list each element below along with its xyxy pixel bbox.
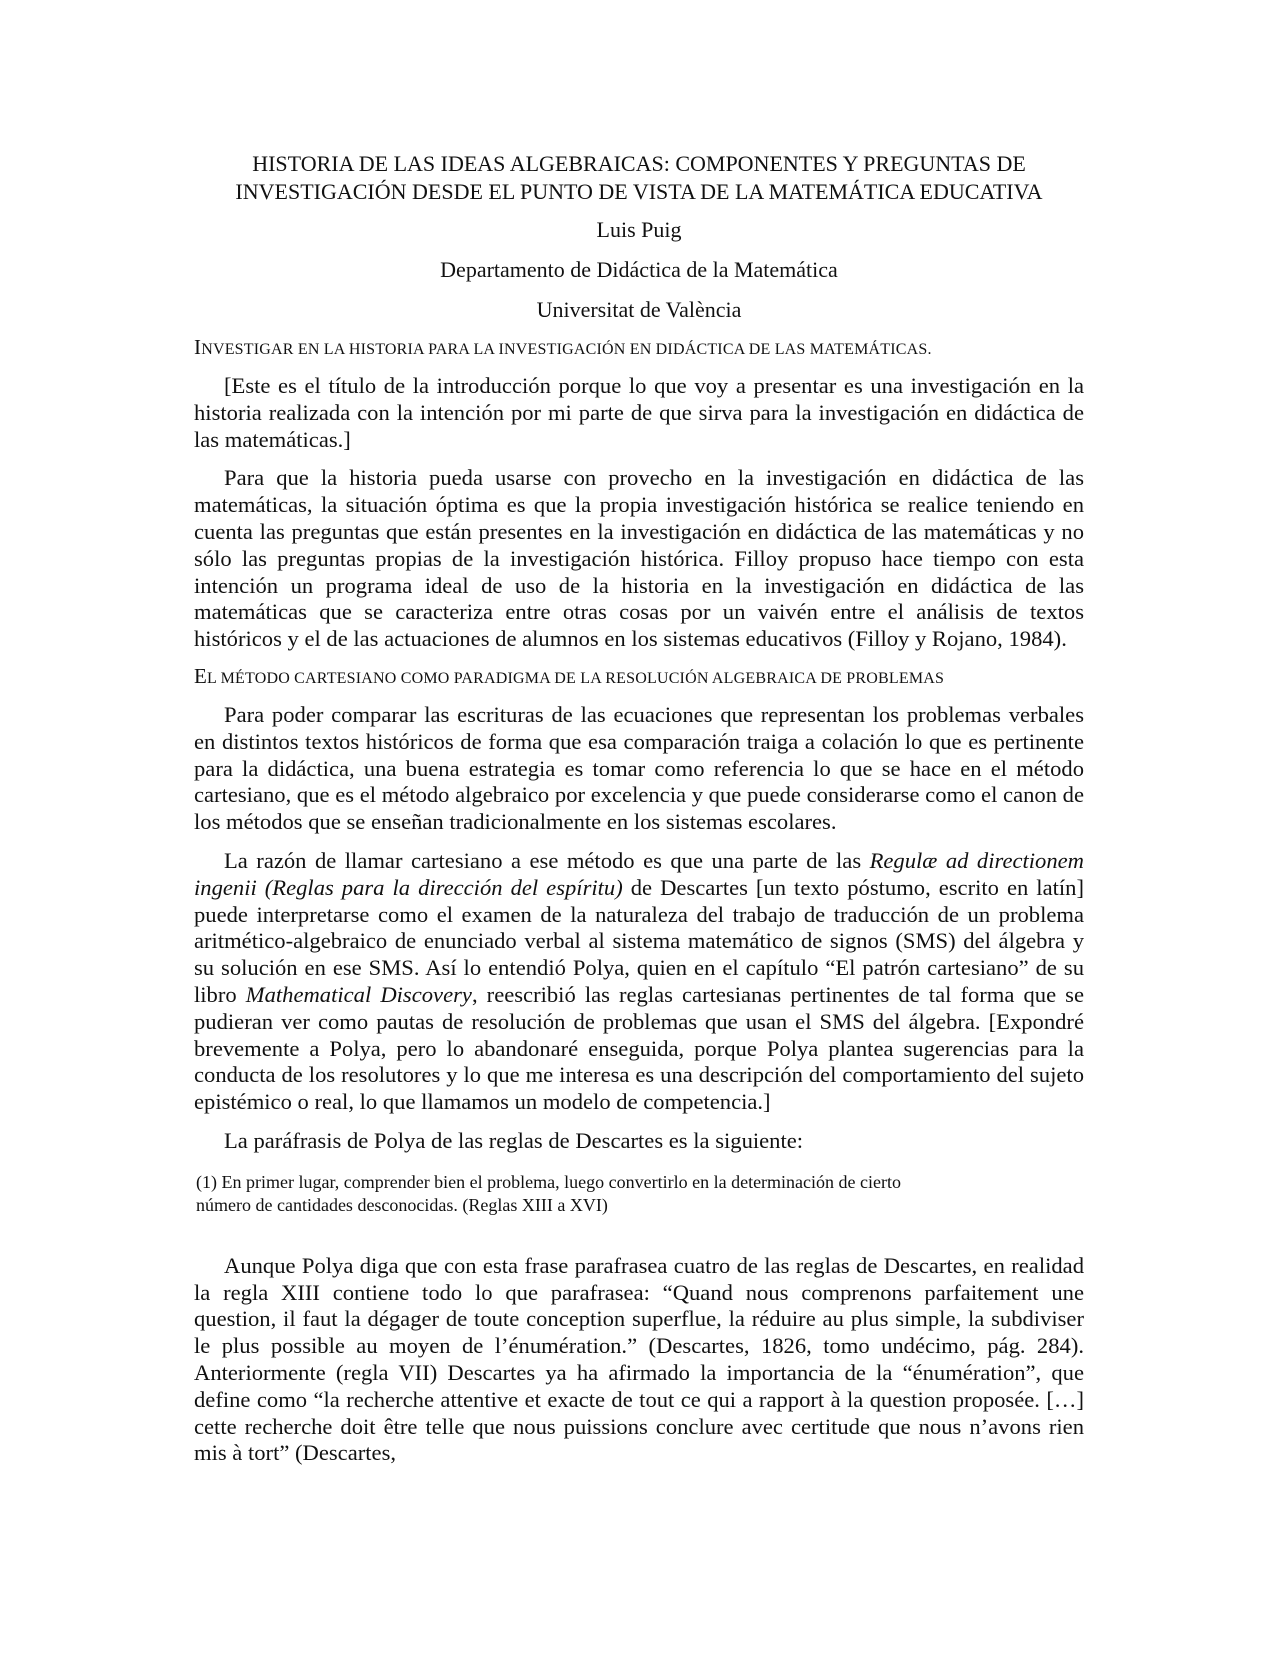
paragraph-4-part-1: La razón de llamar cartesiano a ese método es que una parte de las xyxy=(224,847,870,873)
paper-title xyxy=(194,150,1084,206)
author-name: Luis Puig xyxy=(596,217,682,242)
department-name: Departamento de Didáctica de la Matemática xyxy=(440,257,838,282)
block-quote xyxy=(194,1171,1084,1217)
paragraph-4 xyxy=(194,848,1084,1116)
paragraph-6: Aunque Polya diga que con esta frase parafrasea cuatro de las reglas de Descartes, en realidad la regla XIII contiene todo lo que parafrasea: “Quand nous comprenons parfaitement une question, il faut la dégager de toute conception superflue, la réduire au plus simple, la subdiviser le plus possible au moyen de l’énumération.” (Descartes, 1826, tomo undécimo, pág. 284). Anteriormente (regla VII) Descartes ya ha afirmado la importancia de la “énumération”, que define como “la recherche attentive et exacte de tout ce qui a rapport à la question proposée. […] cette recherche doit être telle que nous puissions conclure avec certitude que nous n’avons rien mis à tort” (Descartes, xyxy=(194,1252,1084,1466)
mathematical-discovery-italic: Mathematical Discovery xyxy=(245,981,472,1007)
regulae-title-italic: Regulæ ad directionem ingenii (Reglas para la dirección del espíritu) xyxy=(194,847,1084,900)
quote-line-1: (1) En primer lugar, comprender bien el problema, luego convertirlo en la determinación de cierto xyxy=(196,1171,901,1192)
paragraph-2: Para que la historia pueda usarse con provecho en la investigación en didáctica de las matemáticas, la situación óptima es que la propia investigación histórica se realice teniendo en cuenta las preguntas que están presentes en la investigación en didáctica de las matemáticas y no sólo las preguntas propias de la investigación histórica. Filloy propuso hace tiempo con esta intención un programa ideal de uso de la historia en la investigación en didáctica de las matemáticas que se caracteriza entre otras cosas por un vaivén entre el análisis de textos históricos y el de las actuaciones de alumnos en los sistemas educativos (Filloy y Rojano, 1984). xyxy=(194,465,1084,652)
paragraph-5: La paráfrasis de Polya de las reglas de Descartes es la siguiente: xyxy=(224,1127,804,1153)
paragraph-4-part-2: de Descartes [un texto póstumo, escrito en latín] puede interpretarse como el examen de la naturaleza del trabajo de traducción de un problema aritmético-algebraico de enunciado verbal al sistema matemático de signos (SMS) del álgebra y su solución en ese SMS. Así lo entendió Polya, quien en el capítulo “El patrón cartesiano” de su libro xyxy=(194,874,1084,1007)
section-heading-2-initial: E xyxy=(194,663,208,688)
section-heading-1-rest: NVESTIGAR EN LA HISTORIA PARA LA INVESTIGACIÓN EN DIDÁCTICA DE LAS MATEMÁTICAS. xyxy=(201,341,932,358)
document-page xyxy=(194,150,1084,1479)
paragraph-4-part-3: , reescribió las reglas cartesianas pertinentes de tal forma que se pudieran ver como pautas de resolución de problemas que usan el SMS del álgebra. [Expondré brevemente a Polya, pero lo abandonaré enseguida, porque Polya plantea sugerencias para la conducta de los resolutores y lo que me interesa es una descripción del comportamiento del sujeto epistémico o real, lo que llamamos un modelo de competencia.] xyxy=(194,981,1085,1115)
paragraph-3: Para poder comparar las escrituras de las ecuaciones que representan los problemas verbales en distintos textos históricos de forma que esa comparación traiga a colación lo que es pertinente para la didáctica, una buena estrategia es tomar como referencia lo que se hace en el método cartesiano, que es el método algebraico por excelencia y que puede considerarse como el canon de los métodos que se enseñan tradicionalmente en los sistemas escolares. xyxy=(194,701,1084,835)
section-heading-2 xyxy=(194,665,1084,690)
section-heading-2-rest: L MÉTODO CARTESIANO COMO PARADIGMA DE LA RESOLUCIÓN ALGEBRAICA DE PROBLEMAS xyxy=(207,669,945,687)
paragraph-1: [Este es el título de la introducción porque lo que voy a presentar es una investigación en la historia realizada con la intención por mi parte de que sirva para la investigación en didáctica de las matemáticas.] xyxy=(194,373,1084,452)
section-heading-1 xyxy=(194,336,1084,361)
title-line-2: INVESTIGACIÓN DESDE EL PUNTO DE VISTA DE LA MATEMÁTICA EDUCATIVA xyxy=(235,179,1043,204)
title-line-1: HISTORIA DE LAS IDEAS ALGEBRAICAS: COMPONENTES Y PREGUNTAS DE xyxy=(252,151,1026,176)
section-heading-1-initial: I xyxy=(194,335,202,359)
university-name: Universitat de València xyxy=(536,297,742,322)
quote-line-2: número de cantidades desconocidas. (Reglas XIII a XVI) xyxy=(196,1194,608,1215)
